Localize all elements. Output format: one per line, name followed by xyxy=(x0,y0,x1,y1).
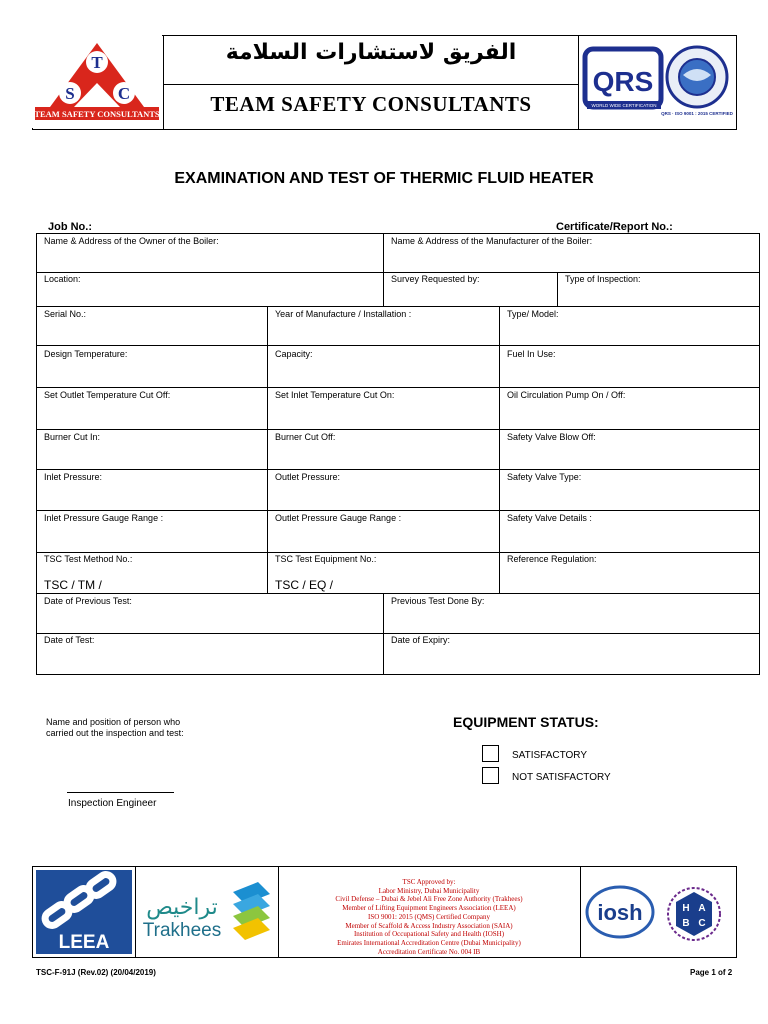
leea-text: LEEA xyxy=(58,932,110,953)
row-divider xyxy=(36,429,760,430)
row-divider xyxy=(36,387,760,388)
inspector-label-line1: Name and position of person who xyxy=(46,717,181,727)
date-of-expiry-field[interactable]: Date of Expiry: xyxy=(391,635,451,645)
logo-band-text: TEAM SAFETY CONSULTANTS xyxy=(34,109,160,119)
trakhees-logo xyxy=(138,874,276,954)
manufacturer-field[interactable]: Name & Address of the Manufacturer of the Boiler: xyxy=(391,236,593,246)
serial-no-field[interactable]: Serial No.: xyxy=(44,309,87,319)
leea-logo xyxy=(36,870,132,954)
year-of-manufacture-field[interactable]: Year of Manufacture / Installation : xyxy=(275,309,412,319)
test-equipment-no-field[interactable]: TSC Test Equipment No.: xyxy=(275,554,377,564)
approval-line: ISO 9001: 2015 (QMS) Certified Company xyxy=(368,912,490,921)
date-of-test-field[interactable]: Date of Test: xyxy=(44,635,95,645)
approval-line: Member of Lifting Equipment Engineers Association (LEEA) xyxy=(342,904,516,913)
trakhees-arabic: تراخيص xyxy=(146,895,218,920)
set-outlet-temperature-field[interactable]: Set Outlet Temperature Cut Off: xyxy=(44,390,171,400)
safety-valve-type-field[interactable]: Safety Valve Type: xyxy=(507,472,582,482)
col-divider xyxy=(383,593,384,675)
job-no-label: Job No.: xyxy=(48,221,92,233)
row-divider xyxy=(36,510,760,511)
qrs-caption: WORLD WIDE CERTIFICATION xyxy=(591,103,657,108)
approval-line: TSC Approved by: xyxy=(402,878,456,886)
row-divider xyxy=(36,469,760,470)
oil-circulation-pump-field[interactable]: Oil Circulation Pump On / Off: xyxy=(507,390,626,400)
set-inlet-temperature-field[interactable]: Set Inlet Temperature Cut On: xyxy=(275,390,395,400)
qrs-ring-text: QRS · ISO 9001 : 2015 CERTIFIED xyxy=(661,111,733,116)
company-name: TEAM SAFETY CONSULTANTS xyxy=(210,92,532,116)
inspection-form xyxy=(36,233,760,675)
outlet-gauge-range-field[interactable]: Outlet Pressure Gauge Range : xyxy=(275,513,402,523)
logo-letter-t: T xyxy=(91,53,103,72)
outlet-pressure-field[interactable]: Outlet Pressure: xyxy=(275,472,341,482)
approvals-list xyxy=(278,878,580,956)
fuel-in-use-field[interactable]: Fuel In Use: xyxy=(507,349,556,359)
satisfactory-label: SATISFACTORY xyxy=(512,750,588,761)
inlet-gauge-range-field[interactable]: Inlet Pressure Gauge Range : xyxy=(44,513,164,523)
not-satisfactory-checkbox[interactable] xyxy=(482,767,499,784)
test-method-no-field[interactable]: TSC Test Method No.: xyxy=(44,554,133,564)
row-divider xyxy=(36,272,760,273)
equipment-status-heading: EQUIPMENT STATUS: xyxy=(453,714,599,730)
reference-regulation-field[interactable]: Reference Regulation: xyxy=(507,554,597,564)
survey-requested-by-field[interactable]: Survey Requested by: xyxy=(391,274,480,284)
qrs-badge-text: QRS xyxy=(592,66,654,97)
trakhees-text: Trakhees xyxy=(142,920,222,941)
type-of-inspection-field[interactable]: Type of Inspection: xyxy=(565,274,641,284)
arabic-company-name: الفريق لاستشارات السلامة xyxy=(225,40,517,65)
location-field[interactable]: Location: xyxy=(44,274,81,284)
row-divider xyxy=(36,552,760,553)
habc-letter-b: B xyxy=(682,918,690,929)
col-divider xyxy=(383,233,384,306)
iosh-text: iosh xyxy=(597,900,643,925)
burner-cut-off-field[interactable]: Burner Cut Off: xyxy=(275,432,336,442)
habc-letter-h: H xyxy=(682,903,690,914)
logo-letter-c: C xyxy=(117,84,131,103)
page-number: Page 1 of 2 xyxy=(690,968,733,977)
burner-cut-in-field[interactable]: Burner Cut In: xyxy=(44,432,101,442)
page-title: EXAMINATION AND TEST OF THERMIC FLUID HEATER xyxy=(174,170,594,187)
approval-line: Member of Scaffold & Access Industry Association (SAIA) xyxy=(345,921,513,930)
logo-letter-s: S xyxy=(65,84,75,103)
tsc-logo xyxy=(32,35,164,130)
signature-caption: Inspection Engineer xyxy=(68,798,157,809)
not-satisfactory-label: NOT SATISFACTORY xyxy=(512,772,611,783)
inspector-label xyxy=(46,717,246,739)
row-divider xyxy=(36,345,760,346)
col-divider xyxy=(267,306,268,593)
date-previous-test-field[interactable]: Date of Previous Test: xyxy=(44,596,132,606)
test-method-value: TSC / TM / xyxy=(44,578,102,592)
row-divider xyxy=(36,593,760,594)
capacity-field[interactable]: Capacity: xyxy=(275,349,313,359)
approval-line: Civil Defense – Dubai & Jebel Ali Free Zone Authority (Trakhees) xyxy=(335,895,523,904)
safety-valve-blow-off-field[interactable]: Safety Valve Blow Off: xyxy=(507,432,596,442)
type-model-field[interactable]: Type/ Model: xyxy=(507,309,559,319)
previous-test-by-field[interactable]: Previous Test Done By: xyxy=(391,596,485,606)
qrs-certification-logo xyxy=(578,35,737,130)
footer-divider xyxy=(580,866,581,958)
inlet-pressure-field[interactable]: Inlet Pressure: xyxy=(44,472,103,482)
safety-valve-details-field[interactable]: Safety Valve Details : xyxy=(507,513,592,523)
satisfactory-checkbox[interactable] xyxy=(482,745,499,762)
form-code: TSC-F-91J (Rev.02) (20/04/2019) xyxy=(36,968,156,977)
test-equipment-value: TSC / EQ / xyxy=(275,578,334,592)
certificate-no-label: Certificate/Report No.: xyxy=(556,221,673,233)
approval-line: Accreditation Certificate No. 004 IB xyxy=(377,947,481,956)
habc-letter-c: C xyxy=(698,918,706,929)
col-divider xyxy=(557,272,558,306)
row-divider xyxy=(36,306,760,307)
footer-divider xyxy=(135,866,136,958)
col-divider xyxy=(499,306,500,593)
inspector-label-line2: carried out the inspection and test: xyxy=(46,728,184,738)
design-temperature-field[interactable]: Design Temperature: xyxy=(44,349,128,359)
header-divider xyxy=(164,84,578,85)
owner-field[interactable]: Name & Address of the Owner of the Boiler: xyxy=(44,236,219,246)
approval-line: Emirates International Accreditation Centre (Dubai Municipality) xyxy=(337,938,521,947)
iosh-habc-logos xyxy=(582,870,734,954)
signature-line[interactable] xyxy=(67,792,174,793)
habc-letter-a: A xyxy=(698,903,706,914)
approval-line: Labor Ministry, Dubai Municipality xyxy=(378,886,480,895)
row-divider xyxy=(36,633,760,634)
approval-line: Institution of Occupational Safety and Health (IOSH) xyxy=(353,930,505,939)
